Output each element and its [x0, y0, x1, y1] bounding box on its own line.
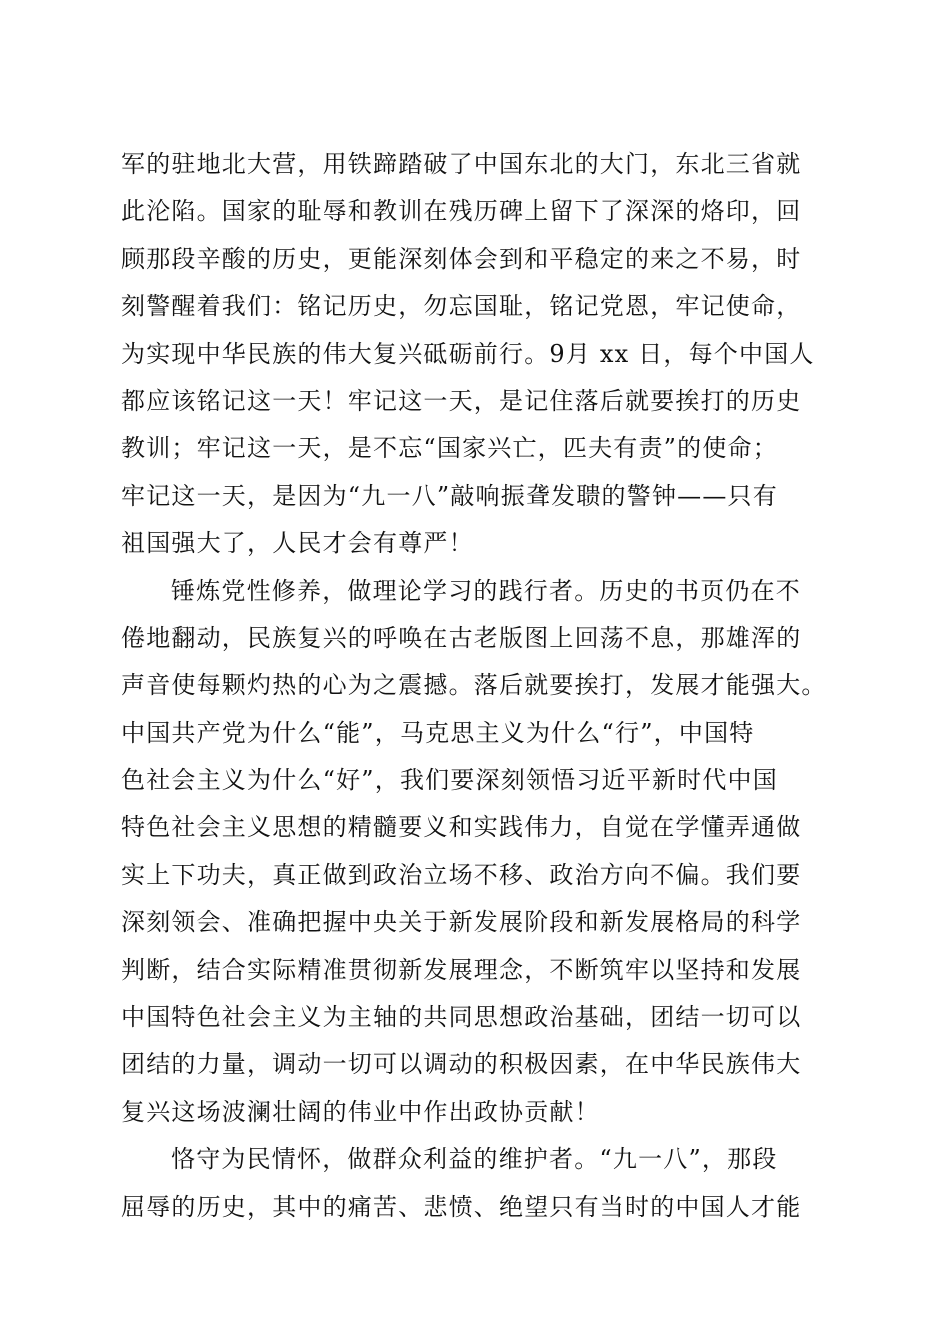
text-line: 为实现中华民族的伟大复兴砥砺前行。9月 xx 日，每个中国人 [121, 339, 815, 368]
text-line: 声音使每颗灼热的心为之震撼。落后就要挨打，发展才能强大。 [121, 671, 827, 700]
text-line: 特色社会主义思想的精髓要义和实践伟力，自觉在学懂弄通做 [121, 813, 802, 842]
text-line: 中国特色社会主义为主轴的共同思想政治基础，团结一切可以 [121, 1003, 802, 1032]
text-line-indented: 锤炼党性修养，做理论学习的践行者。历史的书页仍在不 [171, 576, 801, 605]
text-line-indented: 恪守为民情怀，做群众利益的维护者。“九一八”，那段 [171, 1145, 778, 1174]
text-line: 实上下功夫，真正做到政治立场不移、政治方向不偏。我们要 [121, 860, 802, 889]
text-line: 团结的力量，调动一切可以调动的积极因素，在中华民族伟大 [121, 1050, 802, 1079]
document-body [121, 141, 841, 1231]
text-line: 都应该铭记这一天！牢记这一天，是记住落后就要挨打的历史 [121, 386, 802, 415]
text-line: 判断，结合实际精准贯彻新发展理念，不断筑牢以坚持和发展 [121, 955, 802, 984]
text-line: 此沦陷。国家的耻辱和教训在残历碑上留下了深深的烙印，回 [121, 197, 802, 226]
text-line: 深刻领会、准确把握中央关于新发展阶段和新发展格局的科学 [121, 908, 802, 937]
text-line: 复兴这场波澜壮阔的伟业中作出政协贡献！ [121, 1097, 600, 1126]
text-line: 刻警醒着我们：铭记历史，勿忘国耻，铭记党恩，牢记使命， [121, 292, 802, 321]
text-line: 屈辱的历史，其中的痛苦、悲愤、绝望只有当时的中国人才能 [121, 1192, 802, 1221]
text-line: 牢记这一天，是因为“九一八”敲响振聋发聩的警钟——只有 [121, 481, 778, 510]
paragraph-1 [121, 141, 841, 568]
text-line: 色社会主义为什么“好”，我们要深刻领悟习近平新时代中国 [121, 766, 778, 795]
text-line: 中国共产党为什么“能”，马克思主义为什么“行”，中国特 [121, 718, 755, 747]
paragraph-2 [121, 568, 841, 1137]
text-line: 倦地翻动，民族复兴的呼唤在古老版图上回荡不息，那雄浑的 [121, 623, 802, 652]
text-line: 军的驻地北大营，用铁蹄踏破了中国东北的大门，东北三省就 [121, 150, 802, 178]
text-line: 祖国强大了，人民才会有尊严！ [121, 529, 474, 558]
text-line: 教训；牢记这一天，是不忘“国家兴亡，匹夫有责”的使命； [121, 434, 778, 463]
text-line: 顾那段辛酸的历史，更能深刻体会到和平稳定的来之不易，时 [121, 244, 802, 273]
paragraph-3 [121, 1136, 841, 1231]
